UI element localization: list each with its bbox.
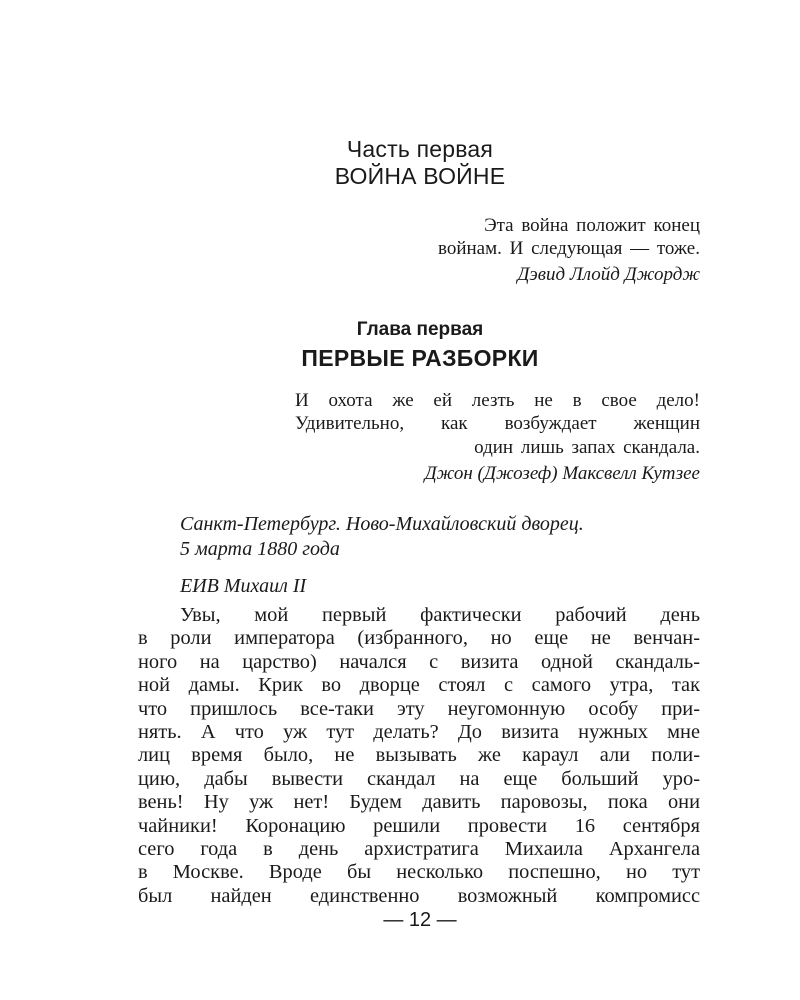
part-number: Часть первая — [346, 136, 494, 162]
body-line: в Москве. Вроде бы несколько поспешно, но тут — [138, 861, 700, 884]
epigraph-2-text — [295, 389, 700, 459]
body-line: чайники! Коронацию решили провести 16 сентября — [138, 814, 700, 837]
epigraph-2 — [295, 389, 700, 485]
body-line: ного на царство) начался с визита одной скандаль- — [138, 650, 700, 673]
body-line: нять. А что уж тут делать? До визита нужных мне — [138, 720, 700, 743]
chapter-number: Глава первая — [356, 319, 484, 340]
chapter-title: ПЕРВЫЕ РАЗБОРКИ — [301, 345, 539, 371]
scene-date: 5 марта 1880 года — [180, 538, 340, 560]
epigraph-1-author: Дэвид Ллойд Джордж — [517, 264, 700, 285]
scene-place-date — [180, 512, 700, 562]
epigraph-2-line: Удивительно, как возбуждает женщин — [295, 413, 700, 435]
epigraph-2-author: Джон (Джозеф) Максвелл Кутзее — [424, 462, 700, 484]
epigraph-1-line: Эта война положит конец — [484, 215, 700, 236]
scene-place: Санкт-Петербург. Ново-Михайловский дворец. — [180, 513, 584, 535]
epigraph-1-text — [400, 214, 700, 260]
body-line: вень! Ну уж нет! Будем давить паровозы, пока они — [138, 791, 700, 814]
body-text — [138, 604, 700, 908]
body-line: что пришлось все-таки эту неугомонную особу при- — [138, 697, 700, 720]
epigraph-1 — [400, 214, 700, 286]
part-name: ВОЙНА ВОЙНЕ — [334, 163, 506, 189]
body-line: лиц время было, не вызывать же караул али поли- — [138, 744, 700, 767]
body-line: Увы, мой первый фактически рабочий день — [180, 604, 700, 626]
epigraph-1-line: войнам. И следующая — тоже. — [437, 238, 700, 259]
page-number: — 12 — — [383, 909, 457, 931]
body-line: сего года в день архистратига Михаила Архангела — [138, 837, 700, 860]
body-line: в роли императора (избранного, но еще не венчан- — [138, 627, 700, 650]
body-line: цию, дабы вывести скандал на еще больший уро- — [138, 767, 700, 790]
epigraph-2-line: И охота же ей лезть не в свое дело! — [295, 390, 700, 411]
body-line: ной дамы. Крик во дворце стоял с самого утра, так — [138, 674, 700, 697]
scene-pov: ЕИВ Михаил II — [180, 575, 307, 597]
epigraph-2-line: один лишь запах скандала. — [474, 436, 700, 458]
body-line: был найден единственно возможный компромисс — [138, 884, 700, 907]
